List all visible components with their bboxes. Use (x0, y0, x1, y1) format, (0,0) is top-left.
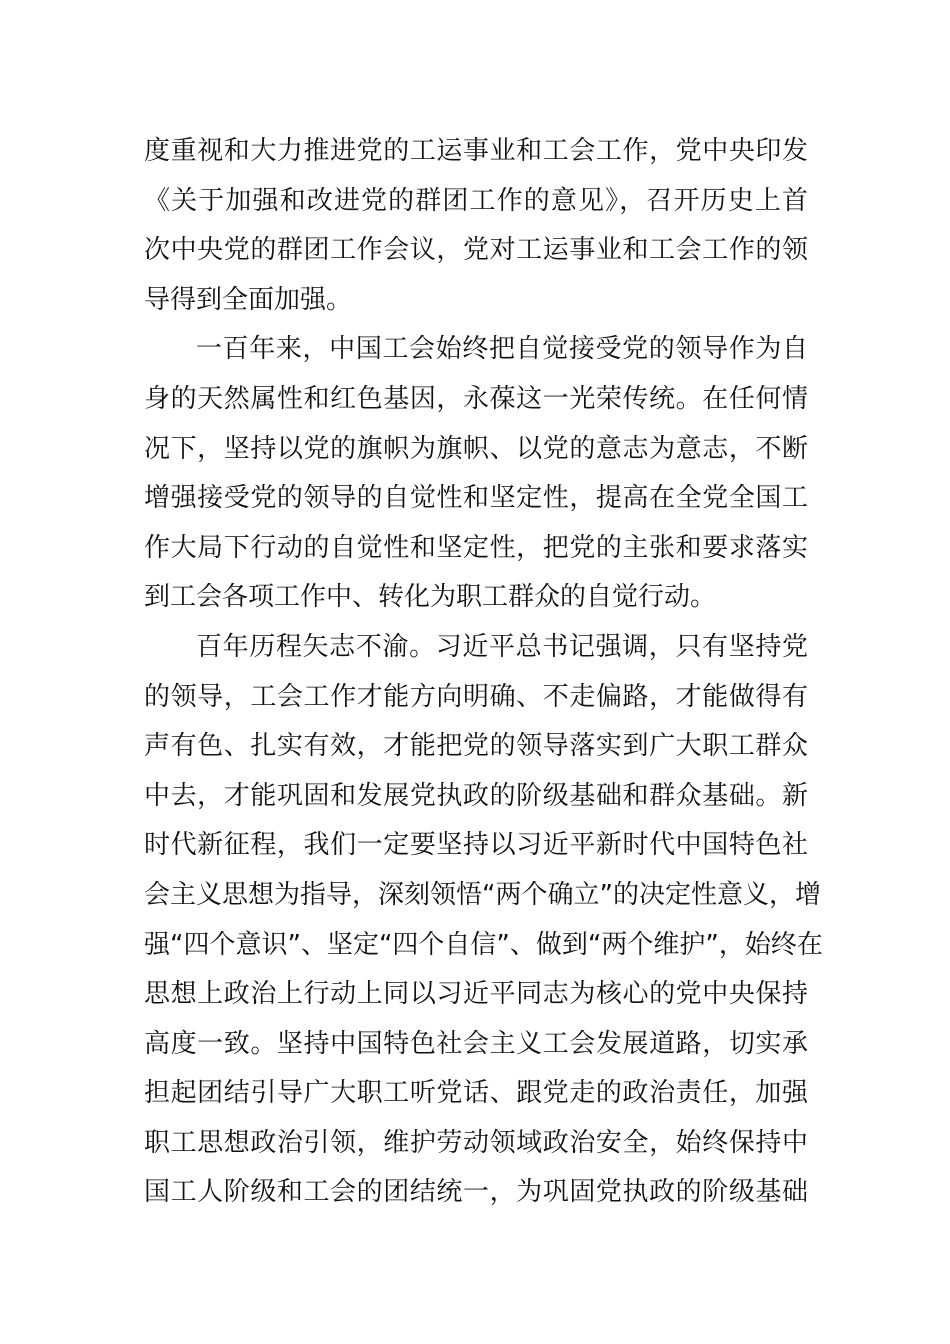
text-line: 况下，坚持以党的旗帜为旗帜、以党的意志为意志，不断 (144, 433, 808, 464)
text-line: 增强接受党的领导的自觉性和坚定性，提高在全党全国工 (144, 483, 808, 514)
text-line: 职工思想政治引领，维护劳动领域政治安全，始终保持中 (144, 1127, 808, 1158)
text-line: 百年历程矢志不渝。习近平总书记强调，只有坚持党 (196, 631, 808, 662)
text-line: 声有色、扎实有效，才能把党的领导落实到广大职工群众 (144, 731, 808, 762)
text-line: 高度一致。坚持中国特色社会主义工会发展道路，切实承 (144, 1028, 808, 1059)
text-line: 次中央党的群团工作会议，党对工运事业和工会工作的领 (144, 235, 808, 266)
text-line: 《关于加强和改进党的群团工作的意见》，召开历史上首 (144, 185, 808, 216)
text-line: 思想上政治上行动上同以习近平同志为核心的党中央保持 (144, 979, 808, 1010)
text-line: 担起团结引导广大职工听党话、跟党走的政治责任，加强 (144, 1078, 808, 1109)
text-line: 身的天然属性和红色基因，永葆这一光荣传统。在任何情 (144, 383, 808, 414)
text-line: 的领导，工会工作才能方向明确、不走偏路，才能做得有 (144, 681, 808, 712)
text-line: 会主义思想为指导，深刻领悟“两个确立”的决定性意义，增 (144, 879, 821, 910)
text-line: 时代新征程，我们一定要坚持以习近平新时代中国特色社 (144, 830, 808, 861)
body-text (144, 127, 823, 1218)
text-line: 国工人阶级和工会的团结统一，为巩固党执政的阶级基础 (144, 1177, 808, 1208)
text-line: 一百年来，中国工会始终把自觉接受党的领导作为自 (196, 334, 808, 365)
text-line: 导得到全面加强。 (144, 284, 353, 315)
text-line: 作大局下行动的自觉性和坚定性，把党的主张和要求落实 (144, 532, 808, 563)
text-line: 度重视和大力推进党的工运事业和工会工作，党中央印发 (144, 136, 808, 166)
text-line: 到工会各项工作中、转化为职工群众的自觉行动。 (144, 582, 717, 613)
text-line: 中去，才能巩固和发展党执政的阶级基础和群众基础。新 (144, 780, 808, 811)
text-line: 强“四个意识”、坚定“四个自信”、做到“两个维护”，始终在 (144, 929, 823, 960)
